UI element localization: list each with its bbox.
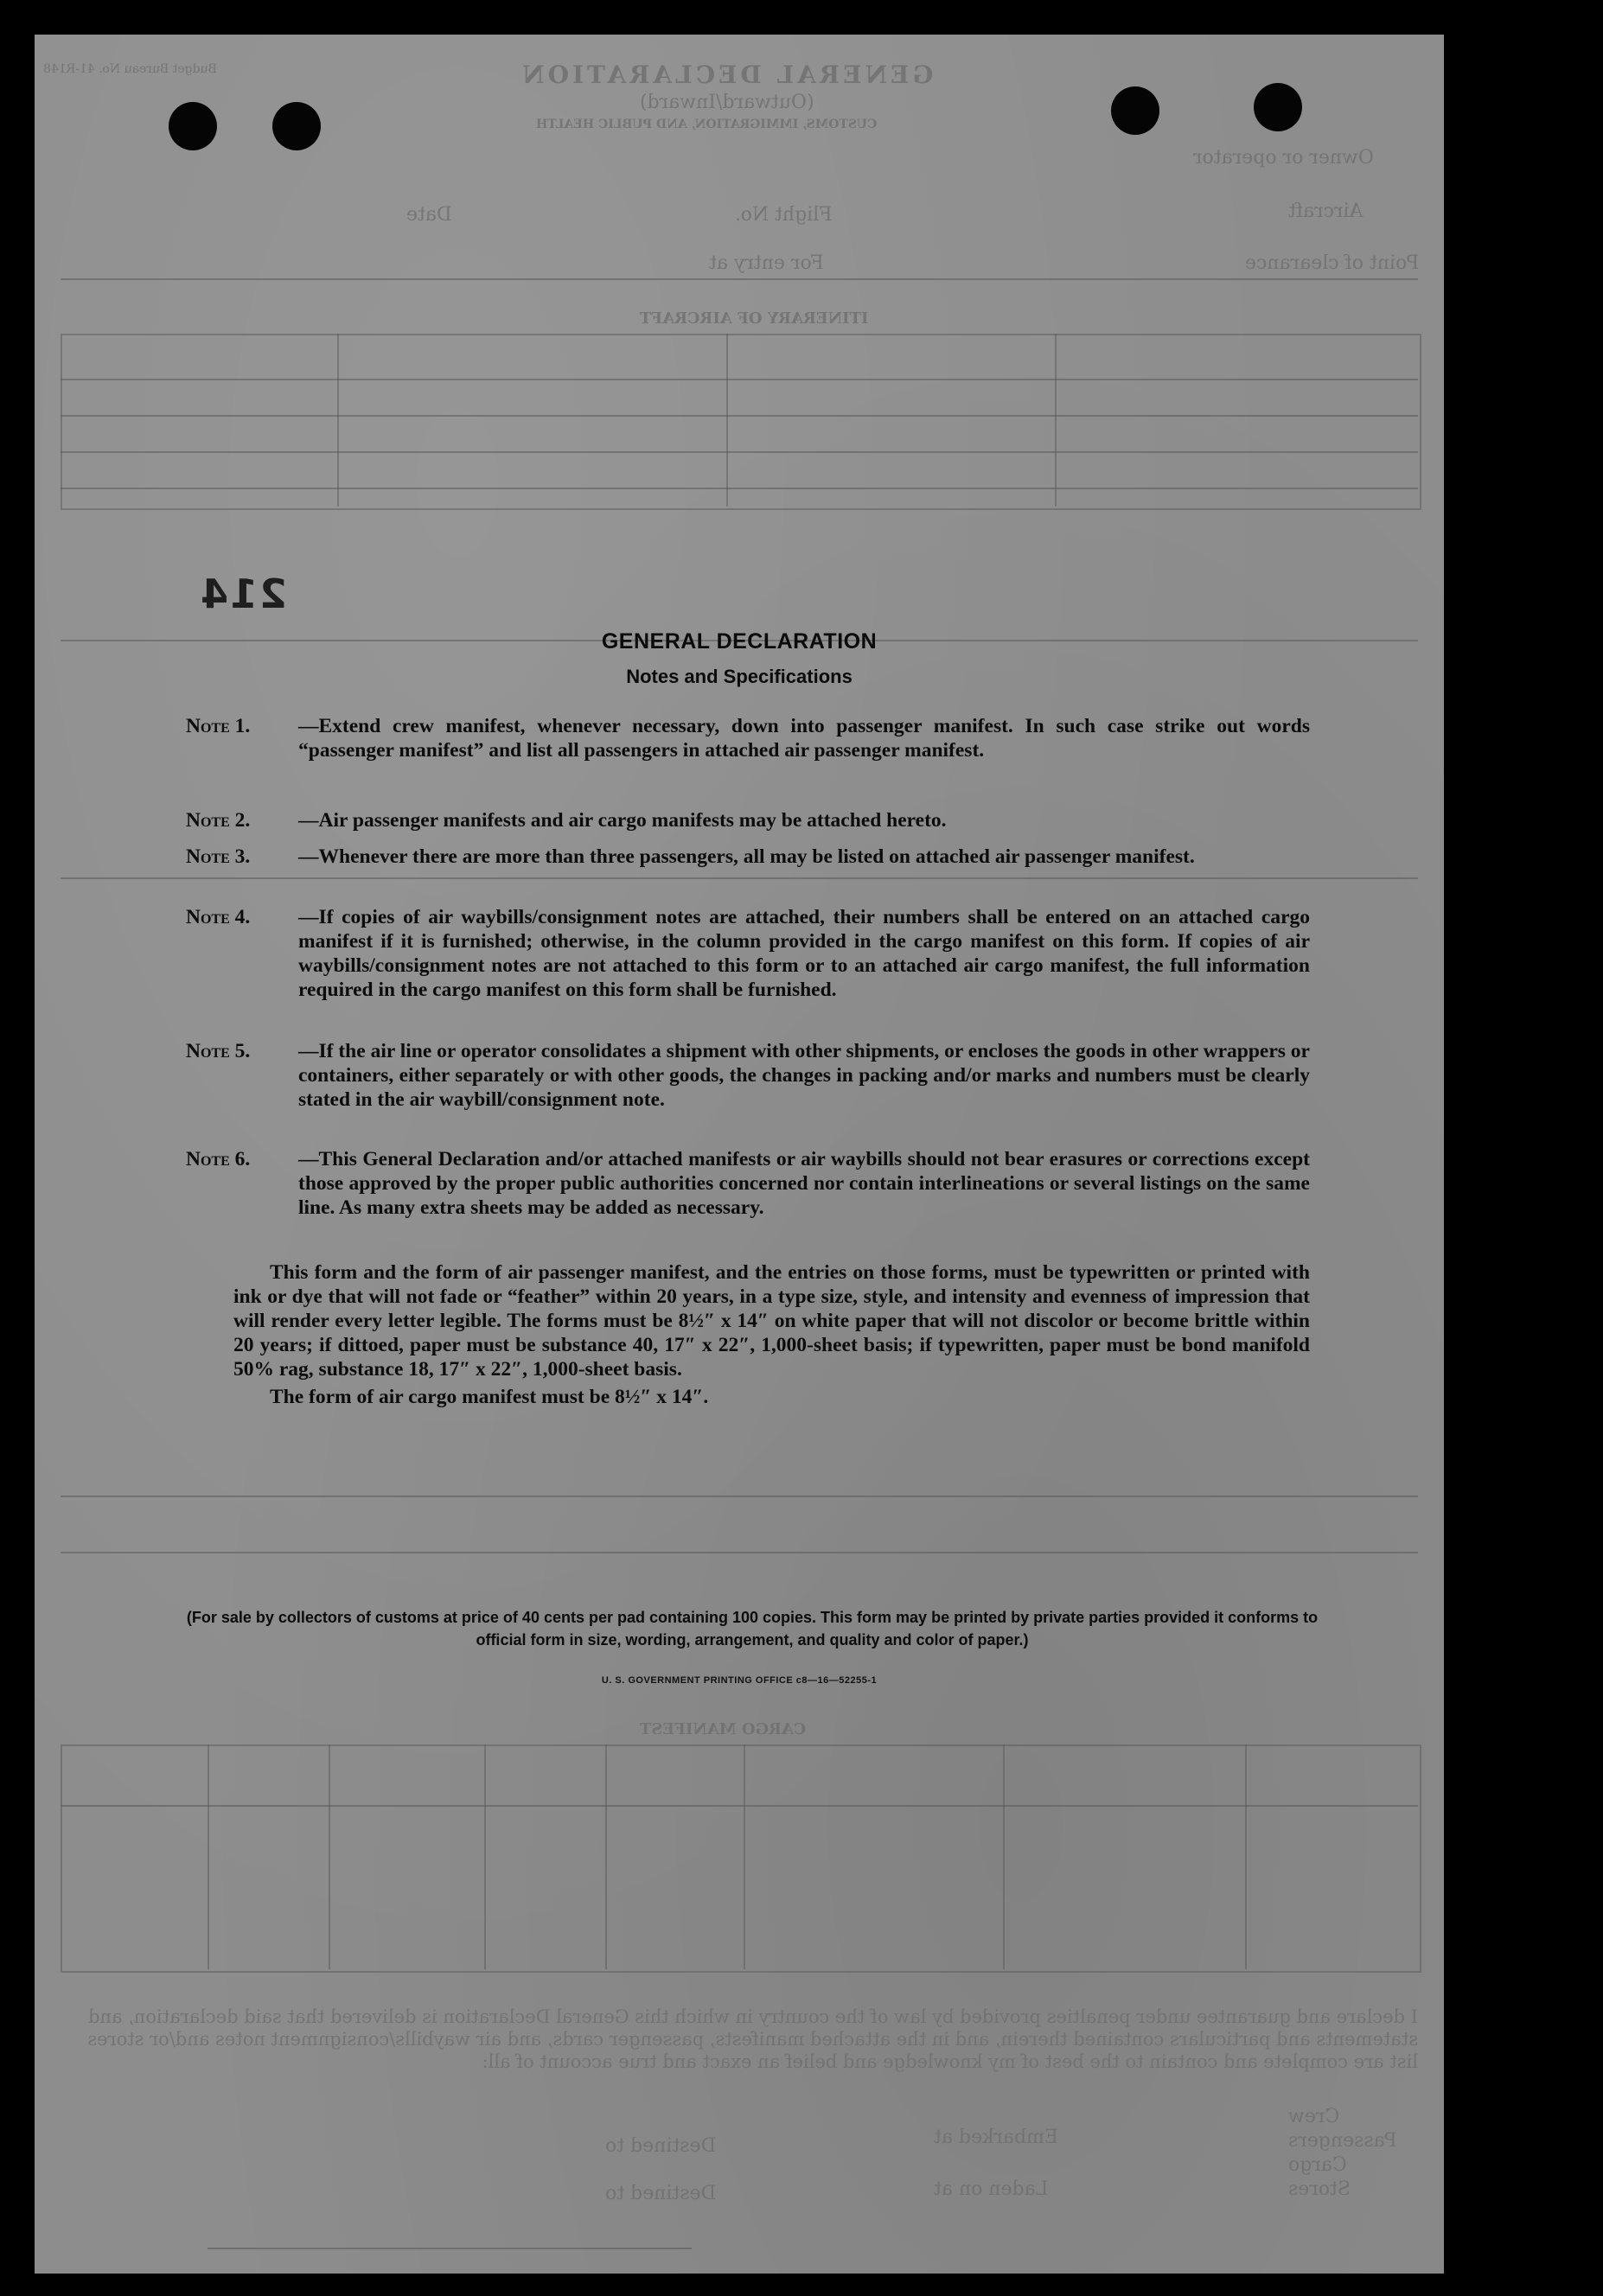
ghost-itin-col-1 [337, 334, 339, 507]
ghost-itin-row-2 [61, 415, 1418, 417]
ghost-cargo-col-2 [329, 1744, 330, 1969]
ghost-cargo-col-3 [484, 1744, 486, 1969]
ghost-cargo-col-7 [1245, 1744, 1247, 1969]
ghost-cargo-col-6 [1003, 1744, 1005, 1969]
ghost-sign-line [208, 2248, 692, 2249]
punch-hole-left-1 [272, 102, 321, 150]
ghost-entry-label: For entry at [709, 252, 824, 274]
handwritten-number-mark: 214 [199, 571, 288, 617]
ghost-cargo-table [61, 1744, 1421, 1973]
paper-specification-paragraph: This form and the form of air passenger manifest, and the entries on those forms, must be typewritten or printed with ink or dye that will not fade or “feather” within 20 years, in a type size, style, and intensity and evenness of impression that will render every letter legible. The forms must be 8½″ x 14″ on white paper that will not discolor or become brittle within 20 years; if dittoed, paper must be substance 40, 17″ x 22″, 1,000-sheet basis; if typewritten, paper must be bond manifold 50% rag, substance 18, 17″ x 22″, 1,000-sheet basis. [233, 1261, 1310, 1381]
note-text: —If copies of air waybills/consignment notes are attached, their numbers shall be entered on an attached cargo manifest if it is furnished; otherwise, in the column provided in the cargo manifest on this form. If copies of air waybills/consignment notes are not attached to this form or to an attached air cargo manifest, the full information required in the cargo manifest on this form shall be furnished. [298, 906, 1310, 1001]
ghost-cargo-col-1 [208, 1744, 209, 1969]
punch-hole-right-2 [1254, 83, 1302, 131]
ghost-itinerary: ITINERARY OF AIRCRAFT [640, 309, 869, 328]
ghost-aircraft-label: Aircraft [1288, 201, 1364, 222]
note-4 [186, 905, 1310, 1002]
printing-office-imprint: U. S. GOVERNMENT PRINTING OFFICE c8—16—52255-1 [601, 1675, 878, 1686]
cargo-manifest-size-note: The form of air cargo manifest must be 8½″ x 14″. [270, 1386, 709, 1408]
note-text: —Whenever there are more than three passengers, all may be listed on attached air passenger manifest. [298, 845, 1195, 868]
ghost-header-sub: (Outward/Inward) [640, 92, 814, 113]
note-6 [186, 1147, 1310, 1220]
ghost-cargo-manifest: CARGO MANIFEST [640, 1720, 807, 1738]
ghost-itin-col-3 [1055, 334, 1057, 507]
ghost-cargo-header-rule [61, 1805, 1418, 1807]
note-1 [186, 714, 1310, 762]
sale-notice: (For sale by collectors of customs at price of 40 cents per pad containing 100 copies. This form may be printed by private parties provided it conforms to official form in size, wording, arrangement, and quality and color of paper.) [186, 1609, 1319, 1649]
punch-hole-left-2 [169, 102, 217, 150]
ghost-passengers: Passengers [1288, 2130, 1397, 2152]
note-text: —If the air line or operator consolidates a shipment with other shipments, or encloses the goods in other wrappers or containers, either separately or with other goods, the changes in packing and/or marks and numbers must be clearly stated in the air waybill/consignment note. [298, 1040, 1310, 1111]
page-subtitle: Notes and Specifications [626, 666, 853, 687]
ghost-clearance-label: Point of clearance [1245, 252, 1420, 274]
note-label: Note 1. [186, 715, 251, 737]
ghost-destined-2: Destined to [605, 2183, 717, 2204]
punch-hole-right-1 [1111, 86, 1159, 135]
note-5 [186, 1039, 1310, 1112]
note-label: Note 3. [186, 845, 251, 868]
document-sheet [35, 35, 1444, 2274]
ghost-itin-row-1 [61, 379, 1418, 380]
ghost-cargo: Cargo [1288, 2154, 1347, 2176]
ghost-cargo-col-4 [605, 1744, 607, 1969]
ghost-itinerary-table [61, 334, 1421, 510]
ghost-rule-5 [61, 1552, 1418, 1553]
ghost-rule-1 [61, 278, 1418, 280]
note-label: Note 4. [186, 906, 251, 928]
ghost-itin-row-3 [61, 451, 1418, 453]
note-text: —Air passenger manifests and air cargo manifests may be attached hereto. [298, 809, 947, 832]
note-text: —This General Declaration and/or attached manifests or air waybills should not bear erasures or corrections except those approved by the proper public authorities concerned nor contain interlineations or several listings on the same line. As many extra sheets may be added as necessary. [298, 1148, 1310, 1219]
note-text: —Extend crew manifest, whenever necessary, down into passenger manifest. In such case strike out words “passenger manifest” and list all passengers in attached air passenger manifest. [298, 715, 1310, 762]
ghost-itin-col-2 [726, 334, 728, 507]
note-label: Note 5. [186, 1040, 251, 1062]
note-label: Note 2. [186, 809, 251, 832]
note-label: Note 6. [186, 1148, 251, 1170]
ghost-flight-label: Flight No. [735, 204, 833, 226]
ghost-declaration: I declare and guarantee under penalties provided by law of the country in which this General Declaration is delivered that said declaration, and statements and particulars contained therein, and in the attached manifests, passenger cards, and air waybills/consignment notes and/or stores list are complete and contain to the best of my knowledge and belief an exact and true account of all: [87, 2006, 1418, 2072]
ghost-date-label: Date [406, 204, 452, 226]
ghost-header-agencies: CUSTOMS, IMMIGRATION, AND PUBLIC HEALTH [536, 118, 878, 131]
ghost-destined-1: Destined to [605, 2135, 717, 2157]
ghost-embarked: Embarked at [934, 2127, 1059, 2148]
ghost-itin-row-4 [61, 488, 1418, 489]
ghost-rule-3 [61, 877, 1418, 879]
ghost-cargo-col-5 [744, 1744, 745, 1969]
ghost-crew: Crew [1288, 2106, 1340, 2127]
ghost-bureau: Budget Bureau No. 41-R148 [43, 62, 217, 76]
page-title: GENERAL DECLARATION [601, 629, 878, 654]
ghost-header-title: GENERAL DECLARATION [519, 61, 934, 89]
note-2 [186, 808, 1310, 832]
ghost-owner-label: Owner or operator [1193, 147, 1374, 169]
ghost-rule-4 [61, 1496, 1418, 1497]
ghost-stores: Stores [1288, 2178, 1351, 2200]
ghost-laden: Laden on at [934, 2178, 1049, 2200]
note-3 [186, 845, 1310, 869]
